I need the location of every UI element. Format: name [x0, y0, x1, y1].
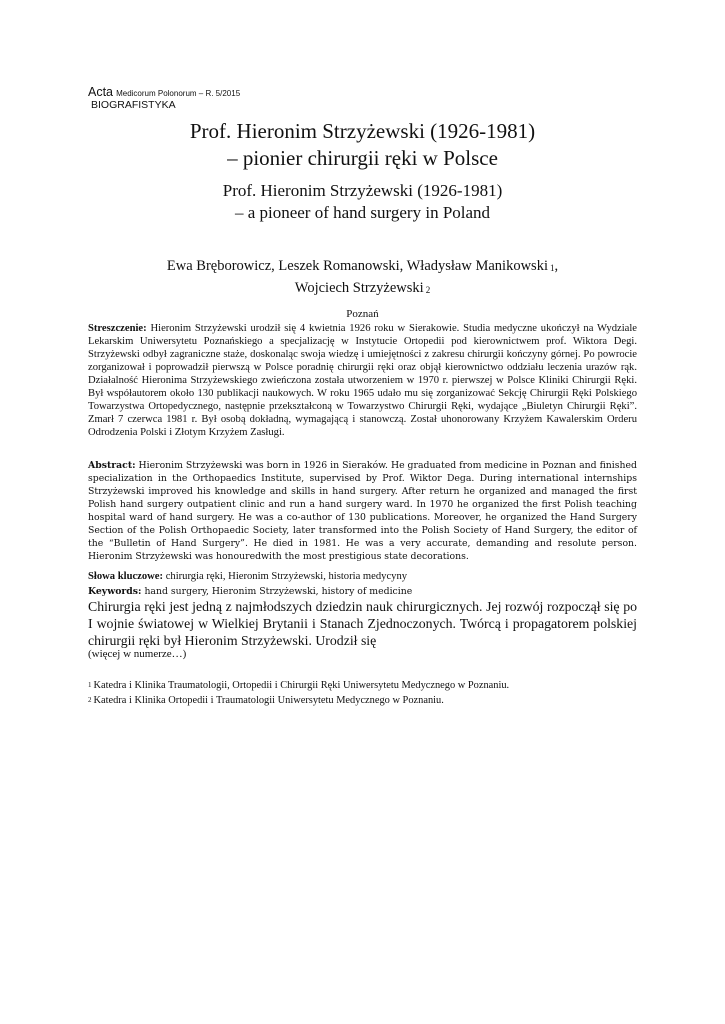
footnotes — [88, 678, 509, 708]
keywords-english — [88, 586, 412, 597]
affiliation-mark-1: 1 — [549, 263, 555, 273]
section-label: BIOGRAFISTYKA — [91, 98, 176, 111]
abstract-polish — [88, 322, 637, 439]
footnote-number: 2 — [88, 696, 92, 704]
footnote — [88, 678, 509, 693]
title-english-line2: – a pioneer of hand surgery in Poland — [234, 203, 491, 222]
title-polish-line1: Prof. Hieronim Strzyżewski (1926-1981) — [189, 119, 536, 143]
abstract-english-text: Hieronim Strzyżewski was born in 1926 in Sieraków. He graduated from medicine in Poznan and finished specialization in the Orthopaedics Institute, supervised by Prof. Wiktor Dega. During international internships Strzyżewski improved his knowledge and skills in hand surgery. After return he organized and managed the first Polish hand surgery outpatient clinic and run a hand surgery ward. In 1970 he organized the first Polish teaching hospital ward of hand surgery. He was a co-author of 130 publications. Moreover, he organized the Hand Surgery Section of the Polish Orthopaedic Society, later transformed into the Polish Society of Hand Surgery, the editor of the “Bulletin of Hand Surgery”. He died in 1981. He was a very accurate, demanding and resolute person. Hieronim Strzyżewski was honouredwith the most prestigious state decorations. — [88, 460, 637, 562]
keywords-polish — [88, 571, 407, 582]
authors-line2 — [90, 278, 635, 300]
authors-line2-text: Wojciech Strzyżewski — [294, 280, 424, 296]
journal-name — [88, 86, 240, 100]
keywords-english-label: Keywords: — [88, 586, 142, 597]
footnote-text: Katedra i Klinika Ortopedii i Traumatologii Uniwersytetu Medycznego w Poznaniu. — [93, 695, 444, 706]
authors-line1-text: Ewa Bręborowicz, Leszek Romanowski, Władysław Manikowski — [166, 258, 548, 274]
title-polish — [120, 118, 605, 172]
footnote-text: Katedra i Klinika Traumatologii, Ortopedii i Chirurgii Ręki Uniwersytetu Medycznego w Poznaniu. — [93, 680, 510, 691]
journal-name-big: Acta — [88, 85, 114, 99]
city: Poznań — [346, 308, 379, 320]
keywords-english-text: hand surgery, Hieronim Strzyżewski, history of medicine — [144, 586, 413, 597]
affiliation-mark-2: 2 — [425, 285, 431, 295]
abstract-polish-text: Hieronim Strzyżewski urodził się 4 kwietnia 1926 roku w Sierakowie. Studia medyczne ukończył na Wydziale Lekarskim Uniwersytetu Poznańskiego a specjalizację w Instytucie Ortopedii pod kierownictwem prof. Wiktora Degi. Strzyżewski odbył zagraniczne staże, doskonaląc swoja wiedzę i umiejętności z zakresu chirurgii kończyny górnej. Po powrocie zorganizował i poprowadził pierwszą w Polsce poradnię chirurgii ręki oraz objął kierownictwo oddziału leczenia urazów rąk. Działalność Hieronima Strzyżewskiego zwieńczona została utworzeniem w 1970 r. pierwszej w Polsce Kliniki Chirurgii Ręki. Był współautorem około 130 publikacji naukowych. W roku 1965 udało mu się zorganizować Sekcję Chirurgii Ręki Polskiego Towarzystwa Ortopedycznego, następnie przekształconą w Towarzystwo Chirurgii Ręki, wydające „Biuletyn Chirurgii Ręki”. Zmarł 7 czerwca 1981 r. Był osobą dokładną, wymagającą i stanowczą. Został uhonorowany Krzyżem Kawalerskim Orderu Odrodzenia Polski i Złotym Krzyżem Zasługi. — [88, 323, 638, 438]
title-english-line1: Prof. Hieronim Strzyżewski (1926-1981) — [222, 181, 503, 200]
journal-name-small: Medicorum Polonorum – R. 5/2015 — [116, 89, 241, 98]
abstract-english-label: Abstract: — [88, 460, 136, 471]
authors — [90, 256, 635, 300]
journal-header — [88, 86, 240, 111]
title-polish-line2: – pionier chirurgii ręki w Polsce — [227, 146, 498, 170]
authors-line1: Ewa Bręborowicz, Leszek Romanowski, Władysław Manikowski $^1$, — [166, 258, 559, 274]
abstract-polish-label: Streszczenie: — [88, 323, 147, 334]
abstract-english — [88, 459, 637, 563]
title-english — [120, 180, 605, 224]
keywords-polish-text: chirurgia ręki, Hieronim Strzyżewski, historia medycyny — [165, 571, 408, 582]
footnote — [88, 693, 509, 708]
intro-paragraph: Chirurgia ręki jest jedną z najmłodszych dziedzin nauk chirurgicznych. Jej rozwój rozpoczął się po I wojnie światowej w Wielkiej Brytanii i Stanach Zjednoczonych. Twórcą i propagatorem polskiej chirurgii ręki był Hieronim Strzyżewski. Urodził się — [88, 599, 637, 648]
footnote-number: 1 — [88, 681, 92, 689]
keywords-polish-label: Słowa kluczowe: — [88, 571, 164, 582]
continued-note: (więcej w numerze…) — [88, 648, 187, 660]
